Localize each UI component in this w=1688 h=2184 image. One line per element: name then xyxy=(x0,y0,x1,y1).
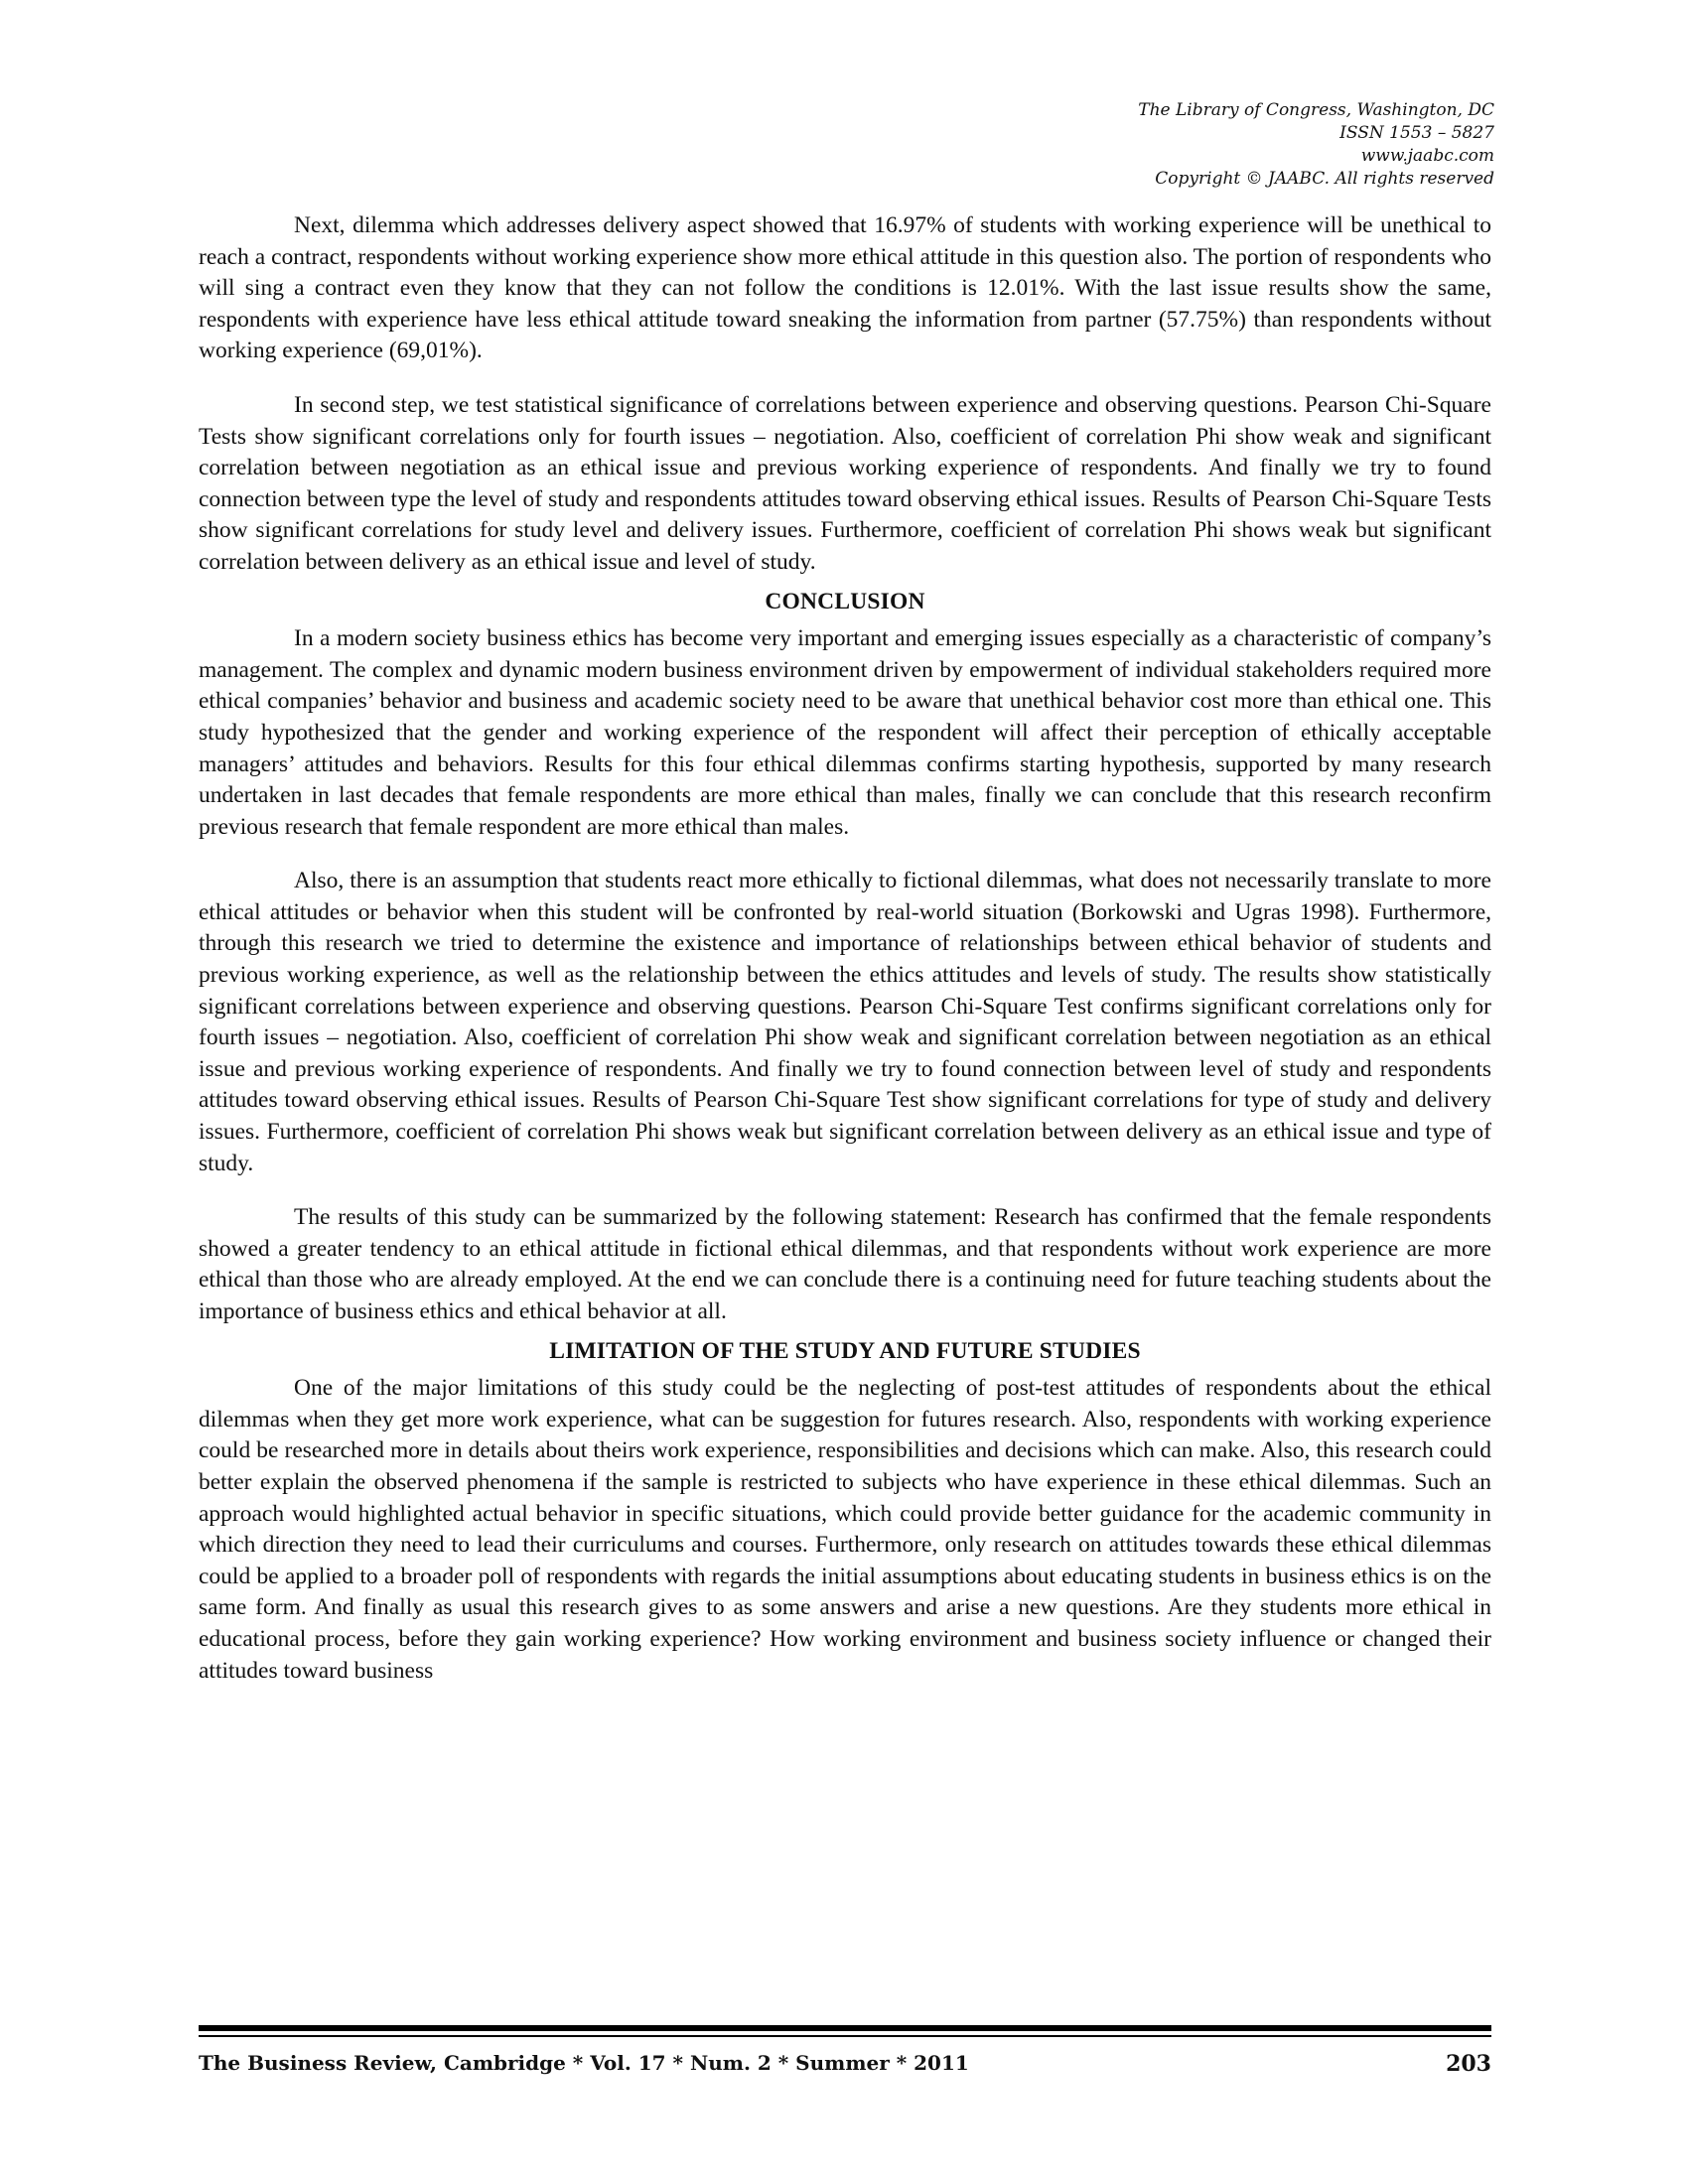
article-body xyxy=(199,210,1491,1709)
footer-rule-thin xyxy=(199,2035,1491,2037)
header-issn-line: ISSN 1553 – 5827 xyxy=(1339,123,1494,143)
header-website-line: www.jaabc.com xyxy=(1360,146,1494,166)
paragraph-delivery-results: Next, dilemma which addresses delivery aspect showed that 16.97% of students with working experience will be unethical to reach a contract, respondents without working experience show more ethical attitude in this question also. The portion of respondents who will sing a contract even they know that they can not follow the conditions is 12.01%. With the last issue results show the same, respondents with experience have less ethical attitude toward sneaking the information from partner (57.75%) than respondents without working experience (69,01%). xyxy=(199,212,1491,364)
section-heading-conclusion: CONCLUSION xyxy=(765,588,925,614)
footer-rule-thick xyxy=(199,2025,1491,2031)
paragraph-limitations: One of the major limitations of this study could be the neglecting of post-test attitudes of respondents about the ethical dilemmas when they get more work experience, what can be suggestion for futures research. Also, respondents with working experience could be researched more in details about theirs work experience, responsibilities and decisions which can make. Also, this research could better explain the observed phenomena if the sample is restricted to subjects who have experience in these ethical dilemmas. Such an approach would highlighted actual behavior in specific situations, which could provide better guidance for the academic community in which direction they need to lead their curriculums and courses. Furthermore, only research on attitudes towards these ethical dilemmas could be applied to a broader poll of respondents with regards the initial assumptions about educating students in business ethics is on the same form. And finally as usual this research gives to as some answers and arise a new questions. Are they students more ethical in educational process, before they gain working experience? How working environment and business society influence or changed their attitudes toward business xyxy=(199,1375,1491,1684)
paragraph-conclusion-3: The results of this study can be summarized by the following statement: Research has confirmed that the female respondents showed a greater tendency to an ethical attitude in fictional ethical dilemmas, and that respondents without work experience are more ethical than those who are already employed. At the end we can conclude there is a continuing need for future teaching students about the importance of business ethics and ethical behavior at all. xyxy=(199,1204,1491,1324)
header-publisher-line: The Library of Congress, Washington, DC xyxy=(1138,100,1494,120)
paragraph-conclusion-2: Also, there is an assumption that students react more ethically to fictional dilemmas, what does not necessarily translate to more ethical attitudes or behavior when this student will be confronted by real-world situation (Borkowski and Ugras 1998). Furthermore, through this research we tried to determine the existence and importance of relationships between ethical behavior of students and previous working experience, as well as the relationship between the ethics attitudes and levels of study. The results show statistically significant correlations between experience and observing questions. Pearson Chi-Square Test confirms significant correlations only for fourth issues – negotiation. Also, coefficient of correlation Phi show weak and significant correlation between negotiation as an ethical issue and previous working experience of respondents. And finally we try to found connection between level of study and respondents attitudes toward observing ethical issues. Results of Pearson Chi-Square Test show significant correlations for type of study and delivery issues. Furthermore, coefficient of correlation Phi shows weak but significant correlation between delivery as an ethical issue and type of study. xyxy=(199,868,1491,1176)
section-heading-limitations: LIMITATION OF THE STUDY AND FUTURE STUDIES xyxy=(549,1337,1141,1364)
paragraph-conclusion-1: In a modern society business ethics has become very important and emerging issues especially as a characteristic of company’s management. The complex and dynamic modern business environment driven by empowerment of individual stakeholders required more ethical companies’ behavior and business and academic society need to be aware that unethical behavior cost more than ethical one. This study hypothesized that the gender and working experience of the respondent will affect their perception of ethically acceptable managers’ attitudes and behaviors. Results for this four ethical dilemmas confirms starting hypothesis, supported by many research undertaken in last decades that female respondents are more ethical than males, finally we can conclude that this research reconfirm previous research that female respondent are more ethical than males. xyxy=(199,625,1491,840)
paragraph-statistical-significance: In second step, we test statistical significance of correlations between experience and observing questions. Pearson Chi-Square Tests show significant correlations only for fourth issues – negotiation. Also, coefficient of correlation Phi show weak and significant correlation between negotiation as an ethical issue and previous working experience of respondents. And finally we try to found connection between type the level of study and respondents attitudes toward observing ethical issues. Results of Pearson Chi-Square Tests show significant correlations for study level and delivery issues. Furthermore, coefficient of correlation Phi shows weak but significant correlation between delivery as an ethical issue and level of study. xyxy=(199,391,1491,575)
running-header xyxy=(899,99,1494,191)
footer-journal-citation: The Business Review, Cambridge * Vol. 17 * Num. 2 * Summer * 2011 xyxy=(199,2051,969,2075)
header-copyright-line: Copyright © JAABC. All rights reserved xyxy=(1155,169,1494,189)
footer-page-number: 203 xyxy=(1446,2051,1491,2077)
